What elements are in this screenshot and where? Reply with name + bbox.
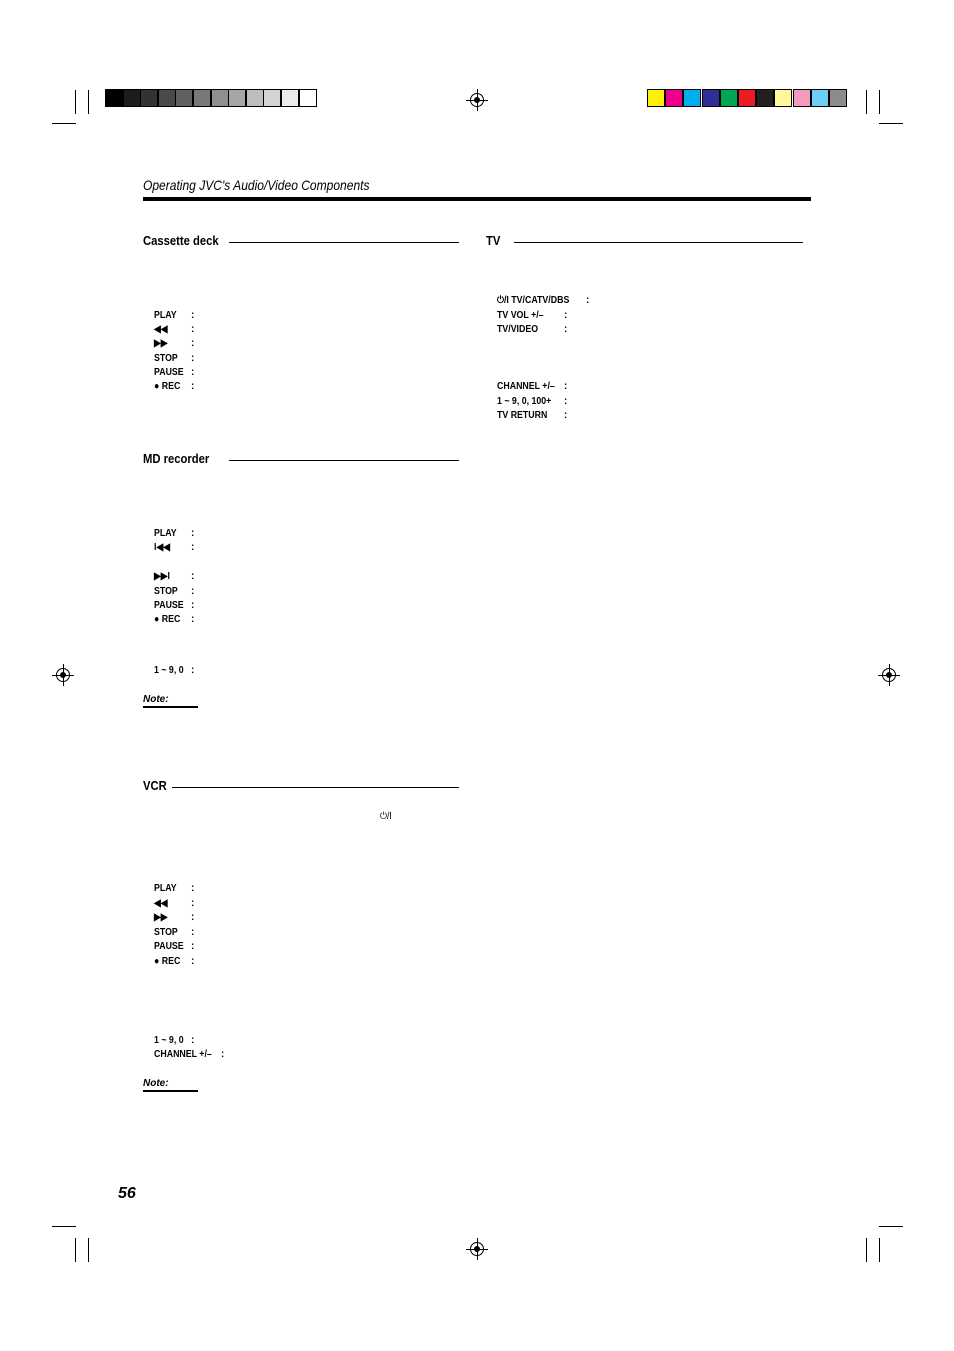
vcr-heading: VCR [143,779,167,793]
tv-heading: TV [486,234,501,248]
vcr-note-label: Note: [143,1078,169,1089]
grayscale-swatch [263,89,281,107]
grayscale-swatch [299,89,317,107]
tv-number-keys-label: 1 ~ 9, 0, 100+ [497,396,552,407]
crop-mark [52,1226,76,1227]
colon: : [191,381,195,392]
colon: : [564,396,568,407]
cassette-deck-heading: Cassette deck [143,234,219,248]
process-color-swatch [811,89,829,107]
note-underline [143,1090,198,1092]
grayscale-swatch [281,89,299,107]
vcr-rewind-label: ◀◀ [154,898,168,909]
vcr-pause-label: PAUSE [154,941,184,952]
section-divider [172,787,459,788]
colon: : [564,410,568,421]
crop-mark [88,90,89,114]
grayscale-swatch [158,89,176,107]
registration-mark-icon [56,668,70,682]
colon: : [191,367,195,378]
colon: : [191,941,195,952]
vcr-rec-label: ● REC [154,956,181,967]
cassette-stop-label: STOP [154,353,178,364]
grayscale-swatch [211,89,229,107]
crop-mark [75,90,76,114]
vcr-play-label: PLAY [154,883,177,894]
md-stop-label: STOP [154,586,178,597]
colon: : [191,927,195,938]
colon: : [191,310,195,321]
md-previous-label: I◀◀ [154,542,170,553]
cassette-rec-label: ● REC [154,381,181,392]
colon: : [564,310,568,321]
crop-mark [88,1238,89,1262]
crop-mark [75,1238,76,1262]
tv-return-label: TV RETURN [497,410,548,421]
colon: : [191,956,195,967]
colon: : [191,883,195,894]
cassette-pause-label: PAUSE [154,367,184,378]
process-color-swatch [665,89,683,107]
colon: : [191,898,195,909]
md-recorder-heading: MD recorder [143,452,210,466]
md-note-label: Note: [143,694,169,705]
colon: : [191,665,195,676]
grayscale-swatch [123,89,141,107]
registration-mark-icon [470,1242,484,1256]
process-color-swatch [720,89,738,107]
colon: : [221,1049,225,1060]
process-color-swatch [774,89,792,107]
process-color-swatch [756,89,774,107]
grayscale-swatch [105,89,123,107]
grayscale-swatch [140,89,158,107]
md-number-keys-label: 1 ~ 9, 0 [154,665,184,676]
registration-mark-icon [882,668,896,682]
section-divider [229,460,459,461]
colon: : [191,600,195,611]
tv-power-label: ⏻/I TV/CATV/DBS [497,295,570,306]
process-color-swatch [829,89,847,107]
colon: : [191,586,195,597]
process-color-swatch [702,89,720,107]
colon: : [191,324,195,335]
tv-video-label: TV/VIDEO [497,324,539,335]
vcr-fast-forward-label: ▶▶ [154,912,168,923]
vcr-channel-label: CHANNEL +/– [154,1049,212,1060]
section-divider [514,242,803,243]
md-next-label: ▶▶I [154,571,170,582]
colon: : [191,353,195,364]
power-icon: ⏻/I [380,811,392,822]
crop-mark [866,1238,867,1262]
colon: : [191,1035,195,1046]
grayscale-swatch [193,89,211,107]
colon: : [191,528,195,539]
crop-mark [879,90,880,114]
page-number: 56 [118,1185,136,1202]
colon: : [564,381,568,392]
tv-volume-label: TV VOL +/– [497,310,544,321]
crop-mark [879,123,903,124]
cassette-rewind-label: ◀◀ [154,324,168,335]
grayscale-swatch [228,89,246,107]
process-color-swatch [793,89,811,107]
cassette-fast-forward-label: ▶▶ [154,338,168,349]
colon: : [586,295,590,306]
section-divider [229,242,459,243]
colon: : [191,542,195,553]
colon: : [564,324,568,335]
vcr-number-keys-label: 1 ~ 9, 0 [154,1035,184,1046]
colon: : [191,614,195,625]
process-color-swatch [683,89,701,107]
grayscale-swatch [246,89,264,107]
registration-mark-icon [470,93,484,107]
page-header-title: Operating JVC's Audio/Video Components [143,177,370,193]
crop-mark [879,1238,880,1262]
note-underline [143,706,198,708]
grayscale-swatch [175,89,193,107]
colon: : [191,571,195,582]
vcr-stop-label: STOP [154,927,178,938]
process-color-swatch [738,89,756,107]
md-pause-label: PAUSE [154,600,184,611]
process-color-swatch [647,89,665,107]
crop-mark [879,1226,903,1227]
tv-channel-label: CHANNEL +/– [497,381,555,392]
md-rec-label: ● REC [154,614,181,625]
colon: : [191,338,195,349]
md-play-label: PLAY [154,528,177,539]
colon: : [191,912,195,923]
cassette-play-label: PLAY [154,310,177,321]
crop-mark [866,90,867,114]
crop-mark [52,123,76,124]
header-rule [143,197,811,201]
